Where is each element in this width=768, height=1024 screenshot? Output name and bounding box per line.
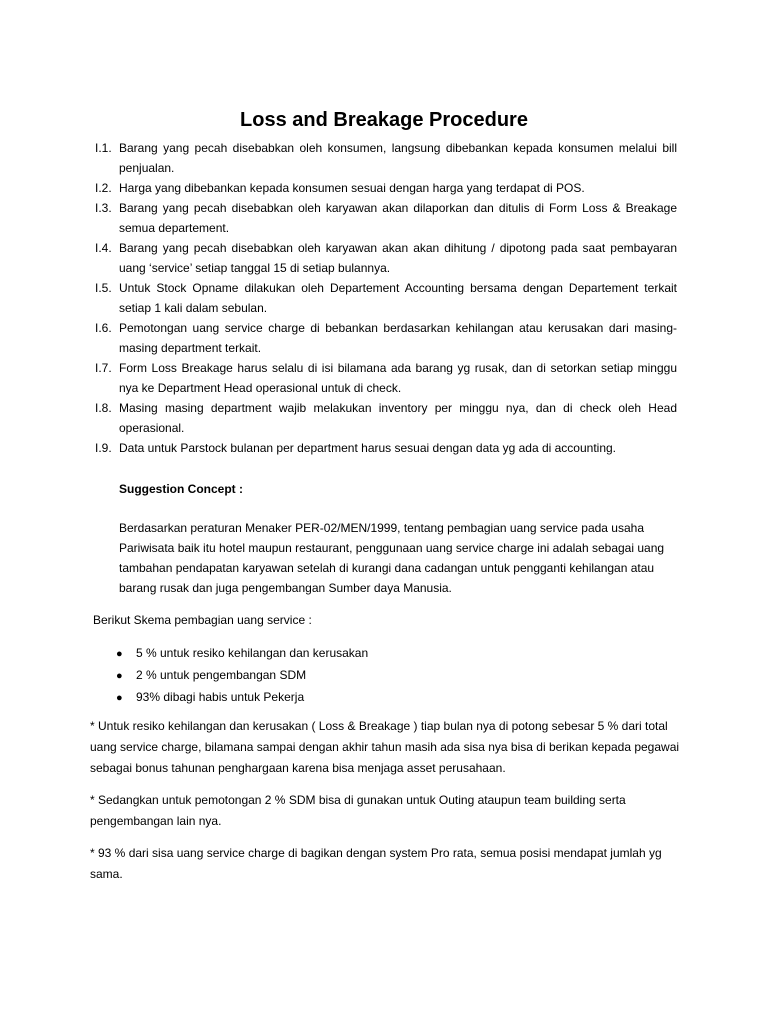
procedure-item: [95, 138, 677, 178]
procedure-item: [95, 398, 677, 438]
procedure-text: Form Loss Breakage harus selalu di isi bilamana ada barang yg rusak, dan di setorkan setiap minggu nya ke Department Head operasional untuk di check.: [119, 361, 677, 395]
procedure-text: Pemotongan uang service charge di bebankan berdasarkan kehilangan atau kerusakan dari masing-masing department terkait.: [119, 321, 677, 355]
scheme-intro: Berikut Skema pembagian uang service :: [93, 613, 312, 627]
scheme-item-text: 5 % untuk resiko kehilangan dan kerusakan: [136, 646, 369, 660]
procedure-number: I.9.: [95, 441, 112, 455]
procedure-item: [95, 198, 677, 238]
procedure-item: [95, 318, 677, 358]
procedure-number: I.6.: [95, 321, 112, 335]
note-paragraph: * 93 % dari sisa uang service charge di bagikan dengan system Pro rata, semua posisi mendapat jumlah yg sama.: [90, 846, 662, 881]
suggestion-body: Berdasarkan peraturan Menaker PER-02/MEN/1999, tentang pembagian uang service pada usaha Pariwisata baik itu hotel maupun restaurant, penggunaan uang service charge ini adalah sebagai uang tambahan pendapatan karyawan setelah di kurangi dana cadangan untuk pengganti kehilangan atau barang rusak dan juga pengembangan Sumber daya Manusia.: [119, 521, 665, 595]
scheme-item-text: 93% dibagi habis untuk Pekerja: [136, 690, 305, 704]
suggestion-heading: Suggestion Concept :: [119, 482, 243, 496]
scheme-bullet-item: [116, 665, 368, 687]
procedure-list: [95, 138, 677, 458]
document-title: Loss and Breakage Procedure: [240, 109, 528, 132]
procedure-number: I.8.: [95, 401, 112, 415]
bullet-icon: ●: [116, 692, 123, 704]
procedure-item: [95, 438, 677, 458]
scheme-bullet-item: [116, 643, 368, 665]
procedure-number: I.5.: [95, 281, 112, 295]
procedure-number: I.7.: [95, 361, 112, 375]
procedure-text: Untuk Stock Opname dilakukan oleh Departement Accounting bersama dengan Departement terkait setiap 1 kali dalam sebulan.: [119, 281, 677, 315]
procedure-text: Harga yang dibebankan kepada konsumen sesuai dengan harga yang terdapat di POS.: [119, 181, 585, 195]
procedure-item: [95, 238, 677, 278]
procedure-text: Data untuk Parstock bulanan per department harus sesuai dengan data yg ada di accounting.: [119, 441, 616, 455]
note-paragraph: * Sedangkan untuk pemotongan 2 % SDM bisa di gunakan untuk Outing ataupun team building serta pengembangan lain nya.: [90, 793, 626, 828]
bullet-icon: ●: [116, 670, 123, 682]
scheme-bullet-item: [116, 687, 368, 709]
procedure-item: [95, 358, 677, 398]
procedure-text: Barang yang pecah disebabkan oleh karyawan akan dilaporkan dan ditulis di Form Loss & Breakage semua departement.: [119, 201, 677, 235]
procedure-text: Barang yang pecah disebabkan oleh karyawan akan akan dihitung / dipotong pada saat pembayaran uang ‘service’ setiap tanggal 15 di setiap bulannya.: [119, 241, 677, 275]
procedure-number: I.4.: [95, 241, 112, 255]
procedure-number: I.2.: [95, 181, 112, 195]
procedure-item: [95, 178, 677, 198]
procedure-text: Barang yang pecah disebabkan oleh konsumen, langsung dibebankan kepada konsumen melalui bill penjualan.: [119, 141, 677, 175]
procedure-number: I.1.: [95, 141, 112, 155]
bullet-icon: ●: [116, 648, 123, 660]
procedure-text: Masing masing department wajib melakukan inventory per minggu nya, dan di check oleh Head operasional.: [119, 401, 677, 435]
procedure-item: [95, 278, 677, 318]
scheme-item-text: 2 % untuk pengembangan SDM: [136, 668, 307, 682]
procedure-number: I.3.: [95, 201, 112, 215]
scheme-bullet-list: [116, 643, 368, 709]
note-paragraph: * Untuk resiko kehilangan dan kerusakan ( Loss & Breakage ) tiap bulan nya di potong sebesar 5 % dari total uang service charge, bilamana sampai dengan akhir tahun masih ada sisa nya bisa di berikan kepada pegawai sebagai bonus tahunan penghargaan karena bisa menjaga asset perusahaan.: [90, 719, 680, 775]
